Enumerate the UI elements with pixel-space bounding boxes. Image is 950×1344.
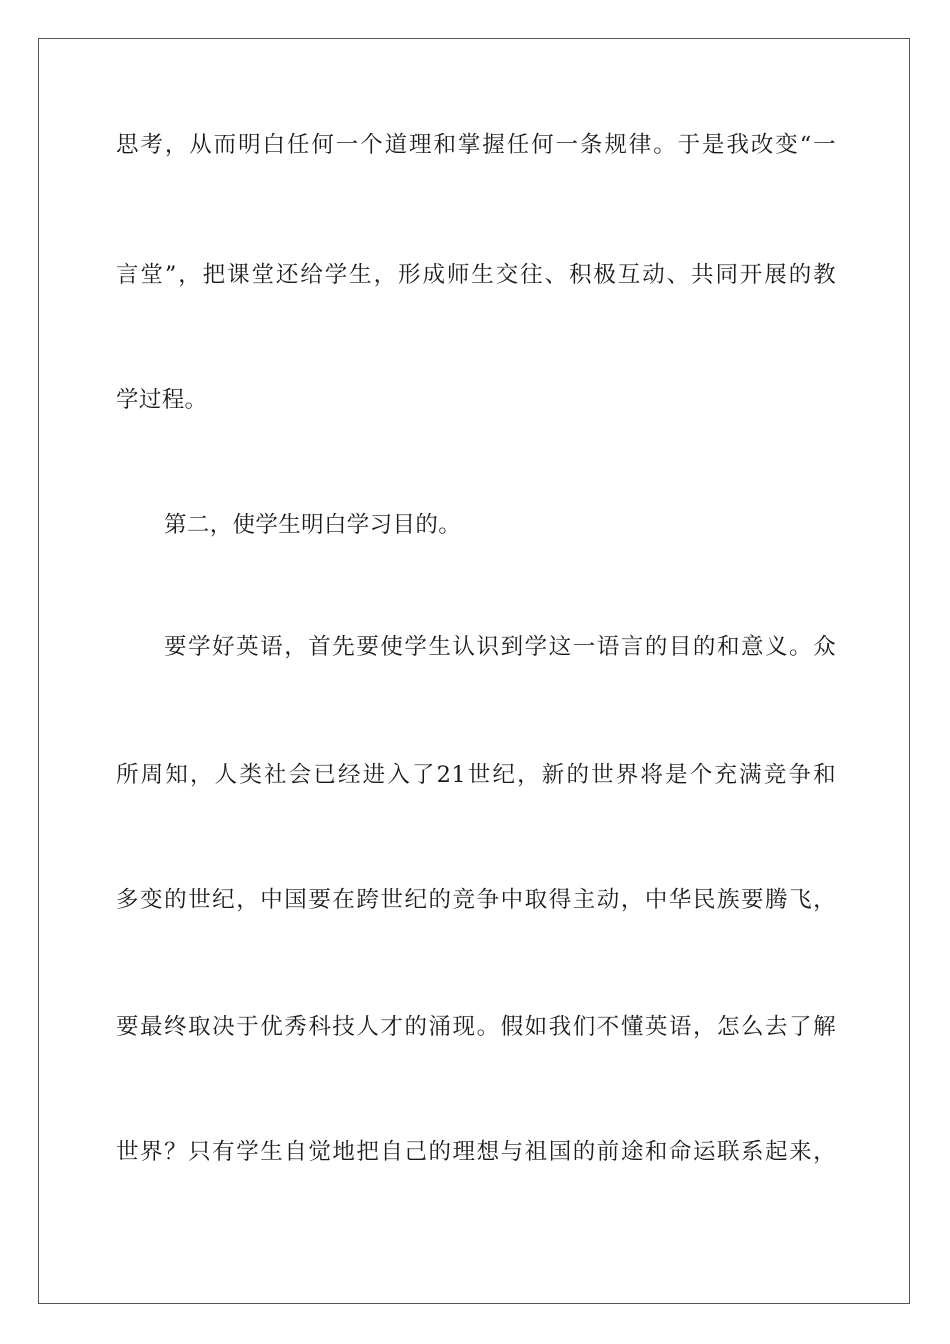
text-line-1: 思考，从而明白任何一个道理和掌握任何一条规律。于是我改变“一 (116, 132, 836, 158)
paragraph-heading: 第二，使学生明白学习目的。 (164, 512, 462, 538)
text-line-3: 学过程。 (116, 387, 208, 413)
page-border (38, 38, 910, 1304)
text-line-6: 所周知，人类社会已经进入了21世纪，新的世界将是个充满竞争和 (116, 762, 836, 788)
text-line-8: 要最终取决于优秀科技人才的涌现。假如我们不懂英语，怎么去了解 (116, 1014, 836, 1040)
text-line-5: 要学好英语，首先要使学生认识到学这一语言的目的和意义。众 (164, 634, 836, 660)
text-line-9: 世界？只有学生自觉地把自己的理想与祖国的前途和命运联系起来， (116, 1139, 836, 1165)
text-line-2: 言堂”，把课堂还给学生，形成师生交往、积极互动、共同开展的教 (116, 262, 836, 288)
text-line-7: 多变的世纪，中国要在跨世纪的竞争中取得主动，中华民族要腾飞， (116, 887, 836, 913)
